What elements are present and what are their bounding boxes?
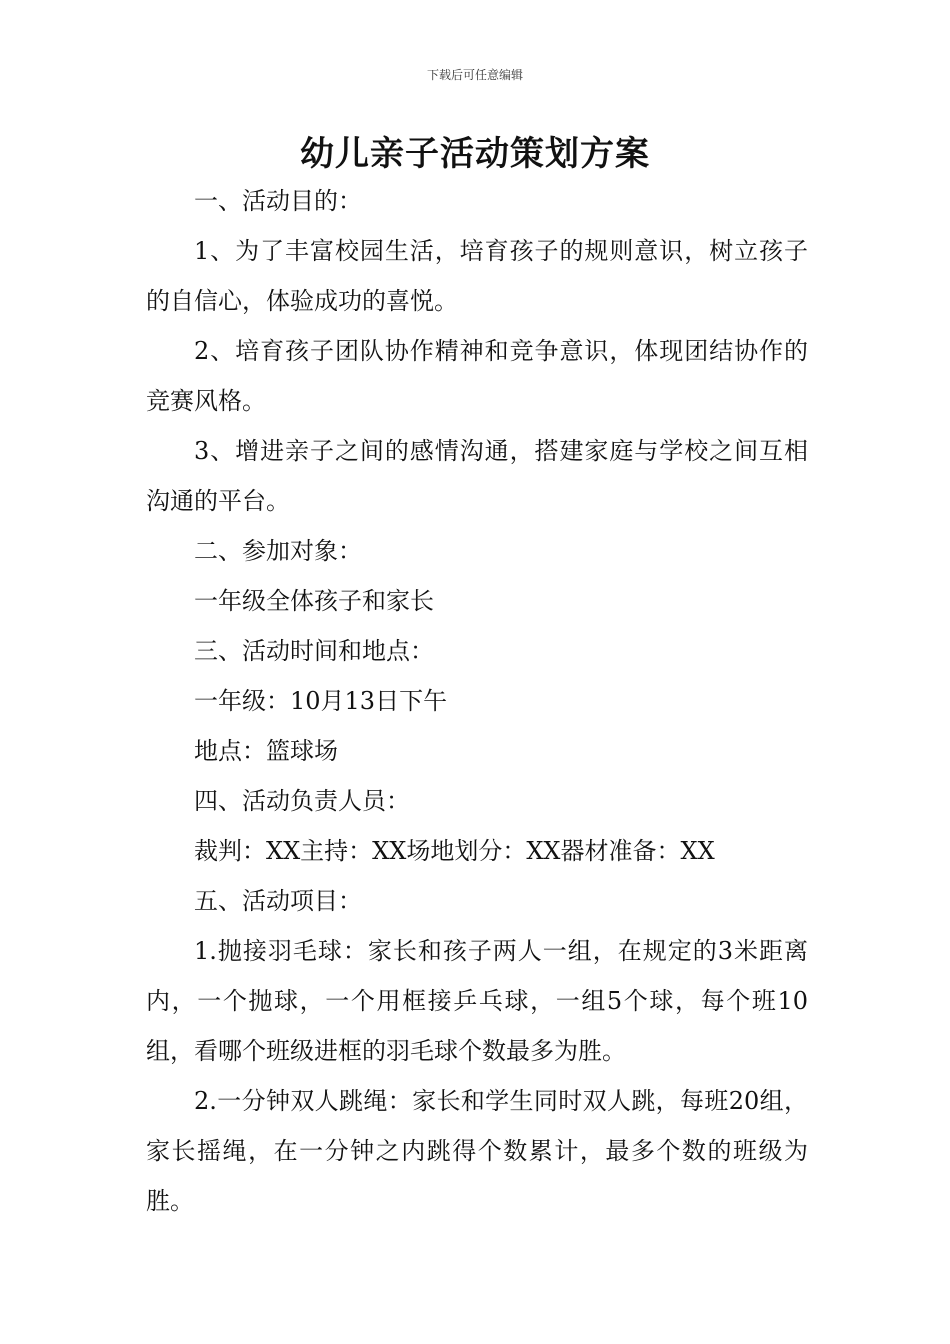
header-note: 下载后可任意编辑 [426,68,523,82]
paragraph-place: 地点：篮球场 [194,737,338,765]
paragraph-event-2: 2.一分钟双人跳绳：家长和学生同时双人跳，每班20组，家长摇绳，在一分钟之内跳得个数累计，最多个数的班级为胜。 [146,1087,808,1215]
paragraph-participants: 一年级全体孩子和家长 [194,587,434,615]
section-heading-staff: 四、活动负责人员： [194,787,410,815]
document-title: 幼儿亲子活动策划方案 [300,134,650,174]
paragraph-purpose-2: 2、培育孩子团队协作精神和竞争意识，体现团结协作的竞赛风格。 [146,337,808,415]
section-heading-time-place: 三、活动时间和地点： [194,637,434,665]
paragraph-time: 一年级：10月13日下午 [194,687,448,715]
paragraph-purpose-1: 1、为了丰富校园生活，培育孩子的规则意识，树立孩子的自信心，体验成功的喜悦。 [146,237,808,315]
document-body [146,176,808,1226]
section-heading-events: 五、活动项目： [194,887,362,915]
paragraph-staff: 裁判：XX主持：XX场地划分：XX器材准备：XX [194,837,715,865]
paragraph-event-1: 1.抛接羽毛球：家长和孩子两人一组，在规定的3米距离内，一个抛球，一个用框接乒乓球，一组5个球，每个班10组，看哪个班级进框的羽毛球个数最多为胜。 [146,937,808,1065]
paragraph-purpose-3: 3、增进亲子之间的感情沟通，搭建家庭与学校之间互相沟通的平台。 [146,437,808,515]
section-heading-participants: 二、参加对象： [194,537,362,565]
section-heading-purpose: 一、活动目的： [194,187,362,215]
